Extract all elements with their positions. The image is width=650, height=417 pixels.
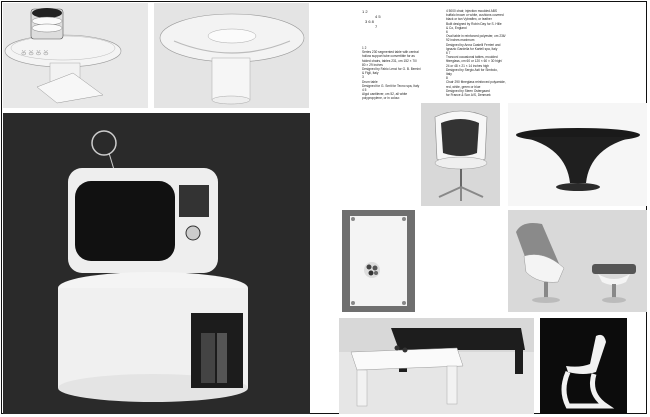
caption-line: folded chairs, tables 231, cm 152 × 70/: [362, 58, 417, 63]
caption-line: Designed by Steen Ostergaard: [446, 88, 490, 93]
armchair-photo: [421, 103, 500, 206]
caption-line: Italy: [446, 72, 452, 77]
figure-key-row: 1 2: [362, 9, 368, 14]
caption-line: 4 5000 chair, injection moulded ABS: [446, 9, 498, 13]
caption-line: 3: [362, 75, 364, 80]
caption-line: 92 inches maximum: [446, 38, 475, 43]
caption-line: 4 5: [362, 88, 367, 93]
caption-line: Oval table in reinforced polyester, cm 236/: [446, 34, 506, 39]
svg-text:Ꙋ Ꙋ Ꙋ Ꙋ: Ꙋ Ꙋ Ꙋ Ꙋ: [21, 50, 49, 57]
caption-line: Designed for G. Smit for Tecno spa, Italy: [362, 83, 420, 88]
lounge-chair-ottoman-photo: [508, 210, 647, 312]
cantilever-chair-photo: [540, 318, 627, 414]
caption-line: & Co, England: [446, 25, 467, 30]
caption-line: Built designed by Robin Day for S. Hille: [446, 21, 502, 26]
table-with-chairs-photo: [3, 3, 148, 108]
caption-line: Designed by Fabio Lenci for G. B. Bernini: [362, 67, 421, 72]
caption-line: Drum table: [362, 79, 378, 84]
figure-key-row: 7: [375, 24, 378, 29]
caption-line: 6 7: [446, 51, 451, 56]
caption-line: Series 230 segmented table with central: [362, 50, 419, 55]
caption-line: red, white, green or blue: [446, 84, 481, 89]
nesting-tables-photo: [339, 318, 534, 414]
caption-line: 8: [446, 76, 448, 81]
oval-table-photo: [508, 103, 647, 206]
caption-line: Chair 290 fibreglass reinforced polyamide,: [446, 80, 506, 85]
caption-line: 6: [446, 30, 448, 35]
caption-line: black or tan Vybraflex, or leather: [446, 17, 492, 22]
table-top-view-photo: [342, 210, 415, 312]
caption-line: Designed by Sergio Asti for Simbolo,: [446, 67, 498, 72]
figure-number-key: [362, 9, 381, 29]
caption-column-left: [362, 46, 440, 101]
caption-line: buffalo brown or white, cushions covered: [446, 13, 504, 18]
caption-line: 24 or 48 × 21 × 14 inches high: [446, 63, 490, 68]
caption-line: & Figli, Italy: [362, 71, 379, 76]
figure-key-row: 3 6 8: [365, 19, 374, 24]
round-table-photo: [154, 3, 309, 108]
caption-column-right: [446, 9, 542, 97]
caption-line: polypropylene, or in colour.: [362, 96, 401, 101]
caption-line: 1 2: [362, 46, 367, 50]
caption-line: fibreglass, cm 60 or 120 × 60 × 30 high/: [446, 59, 503, 64]
caption-line: Tronconi occasional tables, moulded: [446, 55, 498, 60]
caption-line: for France & Son A/S, Denmark: [446, 93, 491, 98]
caption-line: Ignazio Gardella for Kartell spa, Italy: [446, 46, 498, 51]
caption-line: Designed by Anna Castelli Ferrieri and: [446, 42, 501, 47]
figure-key-row: 4 5: [375, 14, 381, 19]
caption-line: 80 × 29 inches: [362, 62, 383, 67]
caption-line: Algol cantilever, cm 52, all white: [362, 92, 408, 97]
caption-line: hollow support tube convertible for as: [362, 54, 415, 59]
tv-on-drum-table-photo: [3, 113, 310, 414]
